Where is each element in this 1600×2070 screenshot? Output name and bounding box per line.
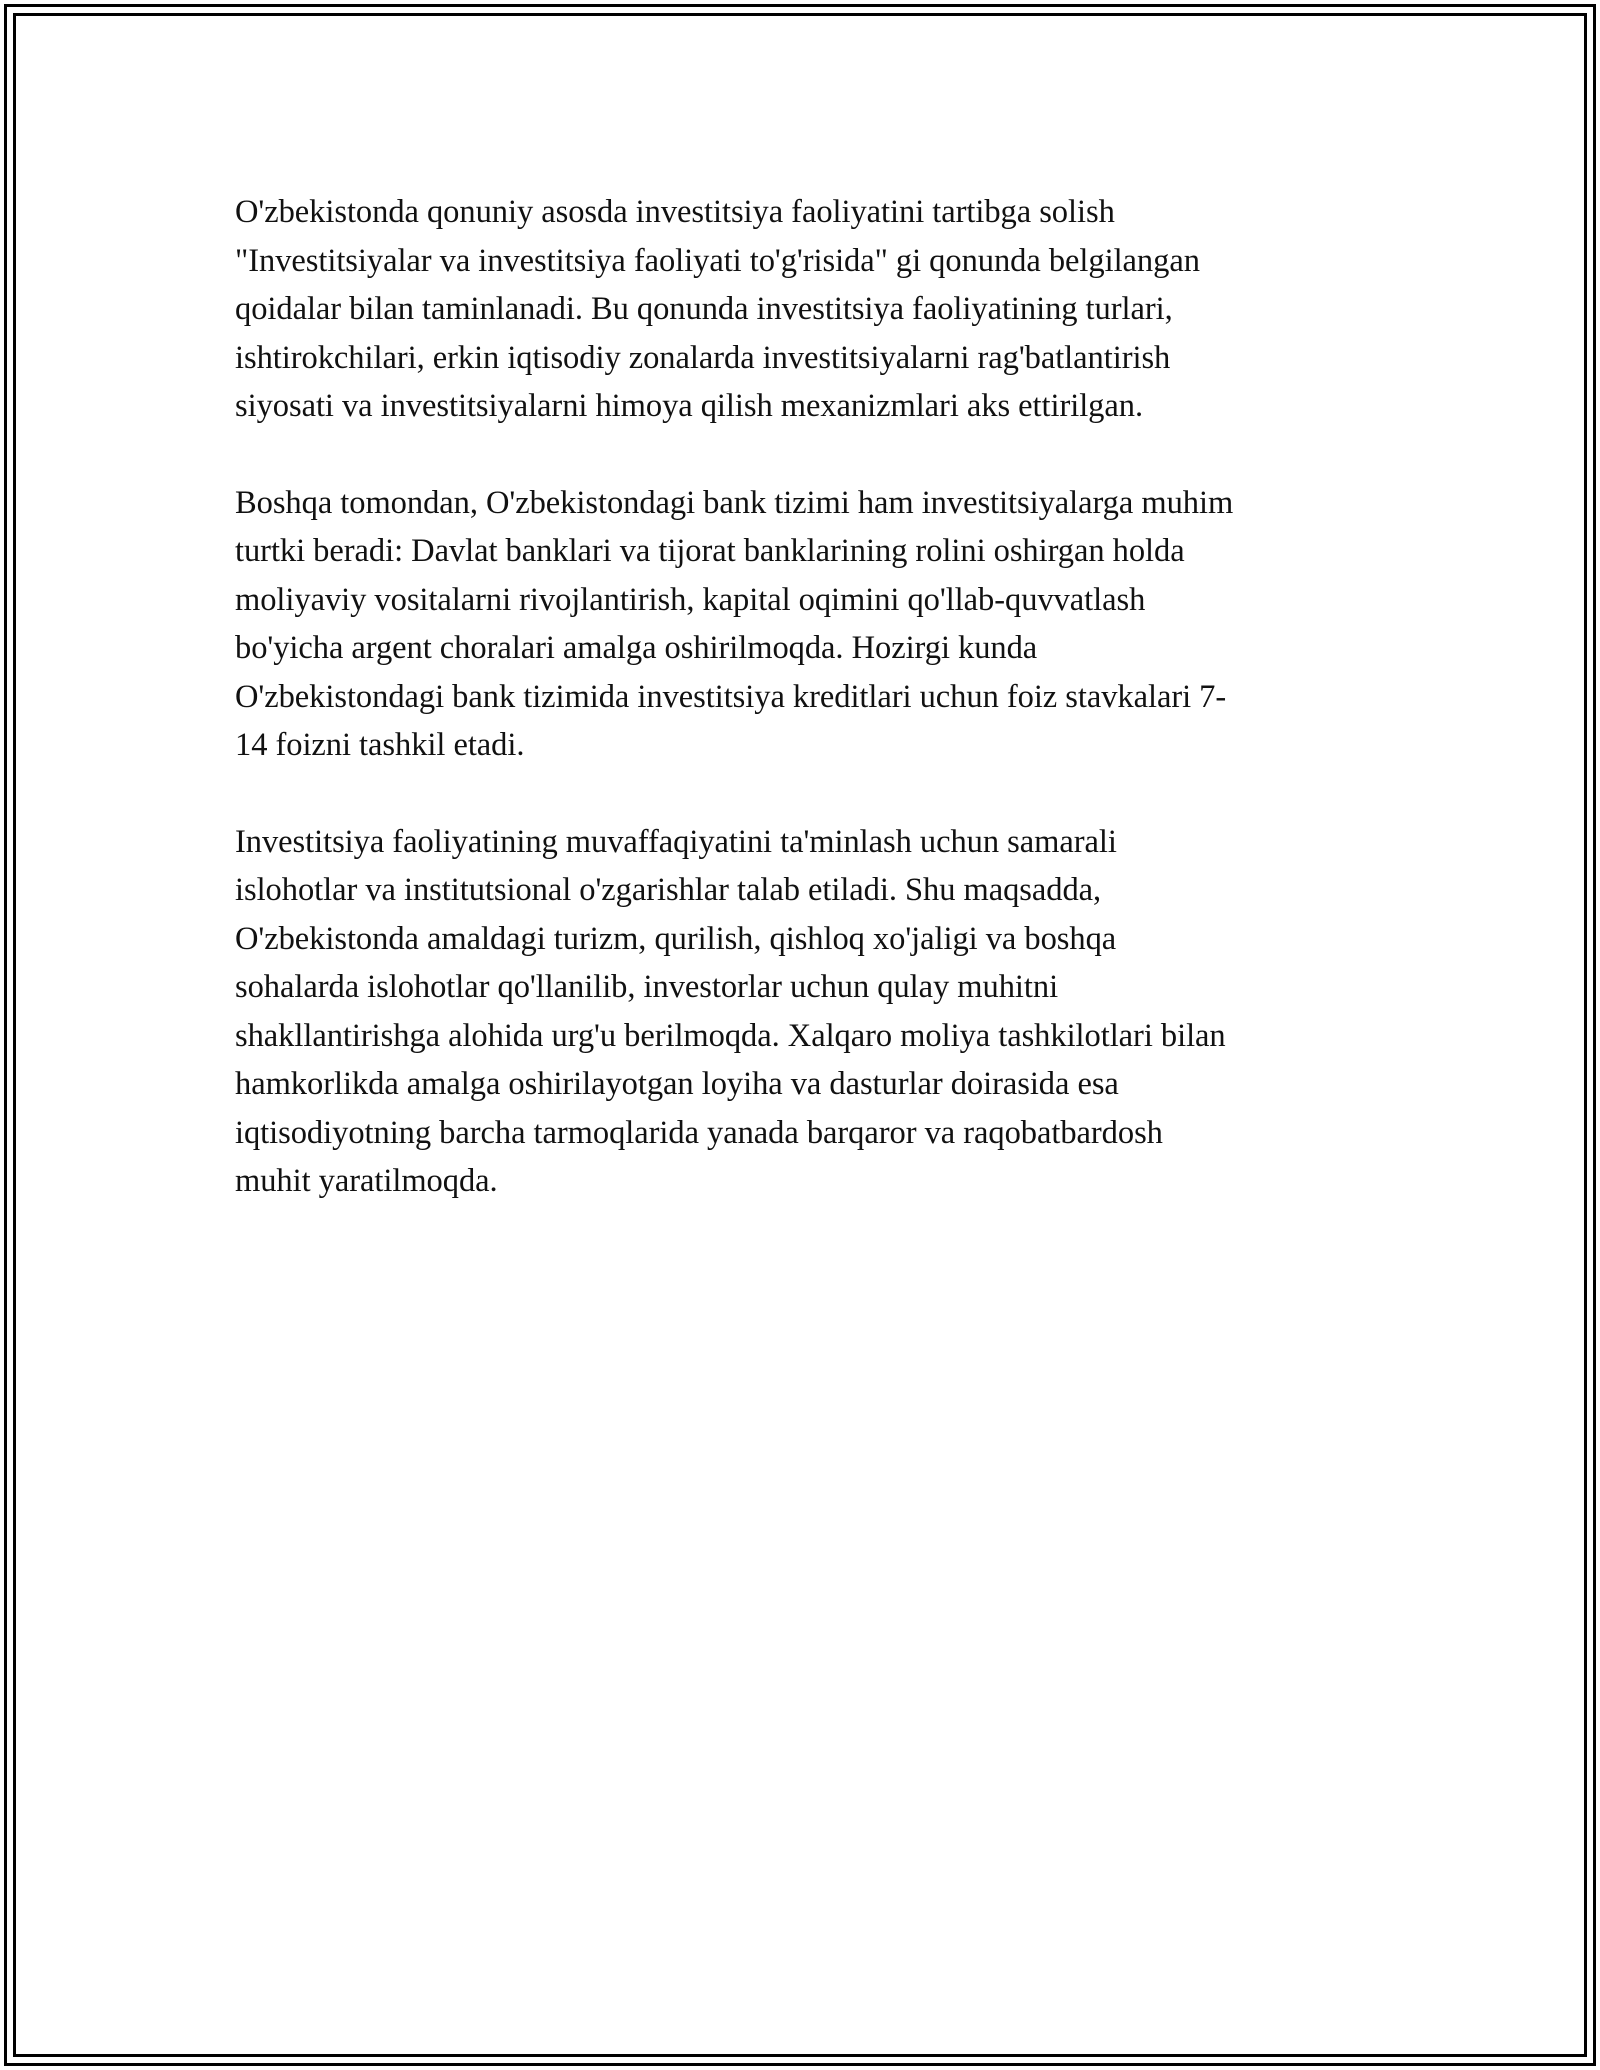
text-line: sohalarda islohotlar qo'llanilib, investorlar uchun qulay muhitni: [235, 969, 1059, 1005]
paragraph-reforms: [235, 818, 1375, 1206]
text-line: 14 foizni tashkil etadi.: [235, 727, 525, 763]
text-line: Boshqa tomondan, O'zbekistondagi bank tizimi ham investitsiyalarga muhim: [235, 484, 1234, 521]
paragraph-legal-framework: [235, 188, 1375, 431]
text-line: islohotlar va institutsional o'zgarishlar talab etiladi. Shu maqsadda,: [235, 872, 1102, 908]
text-line: "Investitsiyalar va investitsiya faoliyati to'g'risida" gi qonunda belgilangan: [235, 242, 1200, 279]
text-line: O'zbekistonda qonuniy asosda investitsiya faoliyatini tartibga solish: [235, 194, 1115, 230]
text-line: moliyaviy vositalarni rivojlantirish, kapital oqimini qo'llab-quvvatlash: [235, 581, 1146, 618]
text-line: iqtisodiyotning barcha tarmoqlarida yanada barqaror va raqobatbardosh: [235, 1114, 1163, 1151]
text-line: siyosati va investitsiyalarni himoya qilish mexanizmlari aks ettirilgan.: [235, 388, 1144, 424]
text-line: O'zbekistondagi bank tizimida investitsiya kreditlari uchun foiz stavkalari 7-: [235, 678, 1227, 715]
text-line: hamkorlikda amalga oshirilayotgan loyiha va dasturlar doirasida esa: [235, 1066, 1119, 1102]
paragraph-banking-system: [235, 479, 1375, 770]
text-line: ishtirokchilari, erkin iqtisodiy zonalarda investitsiyalarni rag'batlantirish: [235, 339, 1171, 376]
text-line: O'zbekistonda amaldagi turizm, qurilish, qishloq xo'jaligi va boshqa: [235, 920, 1117, 957]
text-line: bo'yicha argent choralari amalga oshirilmoqda. Hozirgi kunda: [235, 630, 1038, 666]
text-line: turtki beradi: Davlat banklari va tijorat banklarining rolini oshirgan holda: [235, 533, 1185, 569]
text-line: Investitsiya faoliyatining muvaffaqiyatini ta'minlash uchun samarali: [235, 823, 1117, 860]
document-body: [235, 188, 1375, 1254]
text-line: qoidalar bilan taminlanadi. Bu qonunda investitsiya faoliyatining turlari,: [235, 291, 1173, 327]
text-line: shakllantirishga alohida urg'u berilmoqda. Xalqaro moliya tashkilotlari bilan: [235, 1017, 1226, 1054]
text-line: muhit yaratilmoqda.: [235, 1163, 498, 1199]
